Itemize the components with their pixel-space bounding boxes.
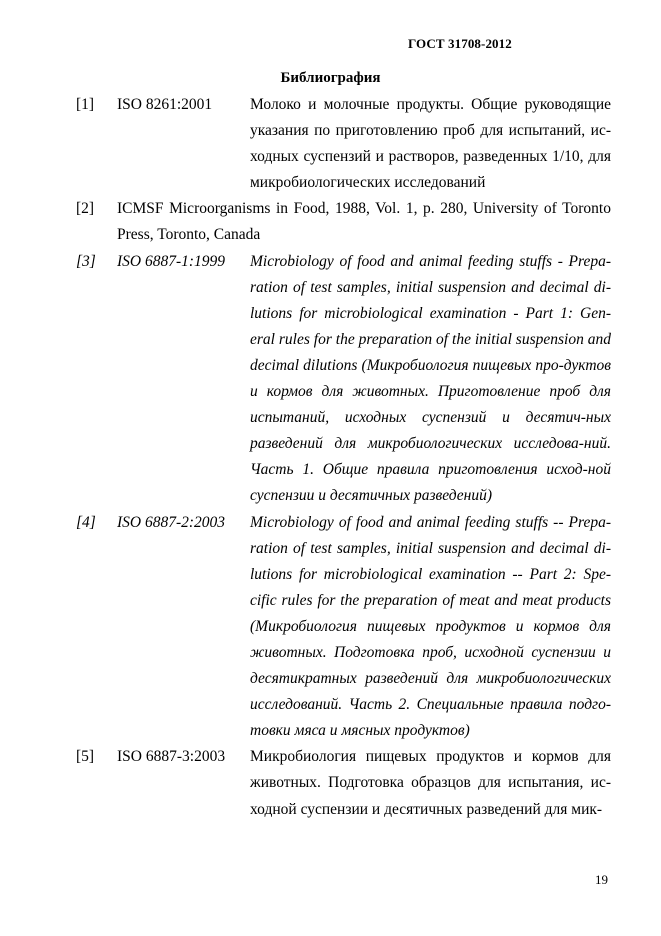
entry-standard-code: ISO 8261:2001: [117, 96, 213, 113]
document-code-header: ГОСТ 31708-2012: [408, 36, 512, 51]
bibliography-list: [0, 92, 661, 823]
entry-number: [3]: [76, 252, 96, 270]
bibliography-entry-1: [0, 92, 661, 196]
entry-text: ICMSF Microorganisms in Food, 1988, Vol. 1, p. 280, University of Toronto Press, Toronto, Canada: [117, 200, 611, 244]
bibliography-entry-3: [0, 249, 661, 510]
page-title: Библиография: [280, 70, 381, 86]
entry-text: Молоко и молочные продукты. Общие руководящие указания по приготовлению проб для испытаний, ис-ходных суспензий и растворов, разведенных 1/10, для микробиологических исследований: [250, 96, 611, 192]
entry-text: Микробиология пищевых продуктов и кормов для животных. Подготовка образцов для испытания, ис-ходной суспензии и десятичных разведений для мик-: [250, 748, 611, 818]
entry-text: Microbiology of food and animal feeding stuffs - Prepa-ration of test samples, initial suspension and decimal di-lutions for microbiological examination - Part 1: Gen-eral rules for the preparation of the initial suspension and decimal dilutions (Микробиология пищевых про-дуктов и кормов для животных. Приготовление проб для испытаний, исходных суспензий и десятич-ных разведений для микробиологических исследова-ний. Часть 1. Общие правила приготовления исход-ной суспензии и десятичных разведений): [250, 252, 611, 505]
entry-text: Microbiology of food and animal feeding stuffs -- Prepa-ration of test samples, initial suspension and decimal di-lutions for microbiological examination -- Part 2: Spe-cific rules for the preparation of meat and meat products (Микробиология пищевых продуктов и кормов для животных. Подготовка проб, исходной суспензии и десятикратных разведений для микробиологических исследований. Часть 2. Специальные правила подго-товки мяса и мясных продуктов): [250, 513, 611, 740]
entry-standard-code: ISO 6887-3:2003: [117, 748, 226, 766]
bibliography-entry-4: [0, 510, 661, 745]
entry-number: [4]: [76, 513, 96, 531]
bibliography-entry-2: [0, 196, 661, 248]
page-number: 19: [595, 872, 608, 887]
entry-number: [2]: [76, 200, 95, 218]
entry-standard-code: ISO 6887-2:2003: [117, 513, 226, 531]
bibliography-entry-5: [0, 744, 661, 822]
entry-number: [5]: [76, 748, 95, 766]
entry-standard-code: ISO 6887-1:1999: [117, 252, 226, 270]
entry-number: [1]: [76, 96, 95, 113]
